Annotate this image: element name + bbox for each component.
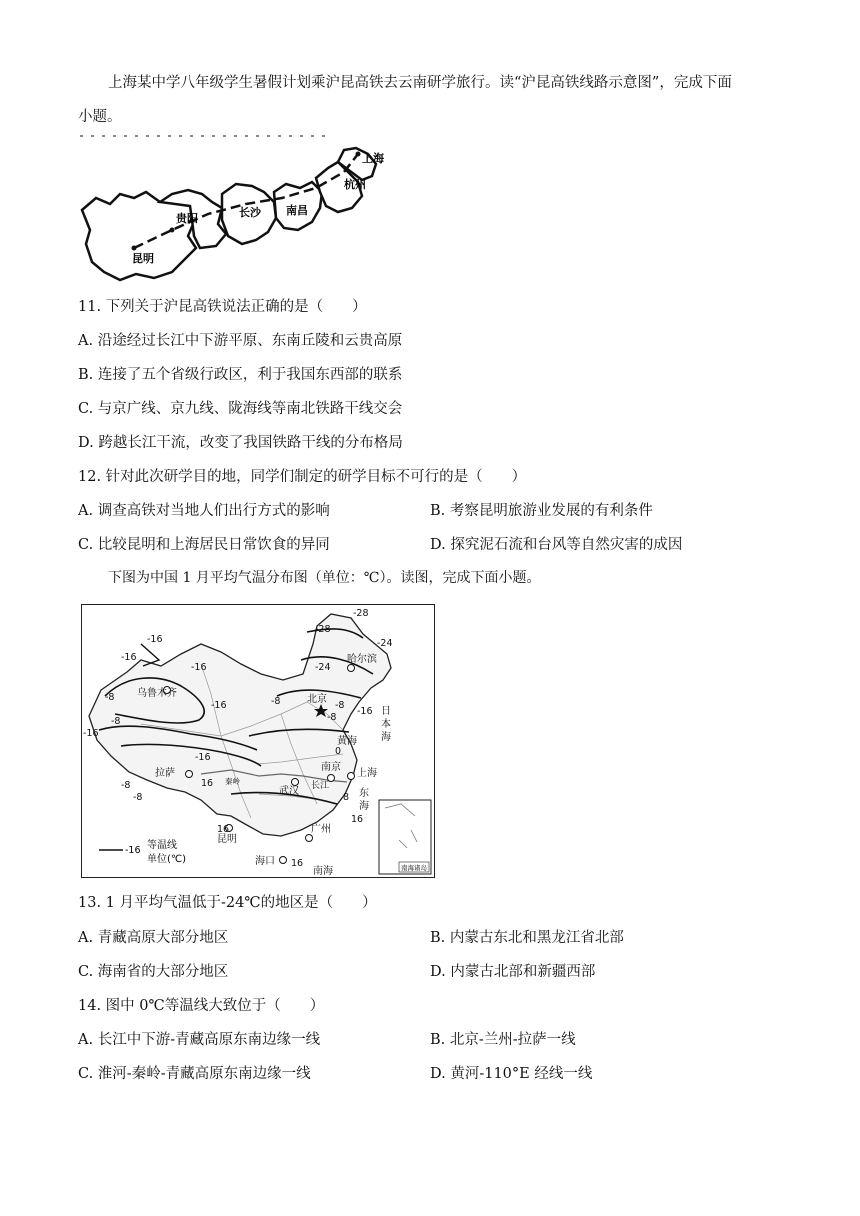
isotherm-label: -16	[211, 700, 227, 711]
question-14-stem: 14. 图中 0℃等温线大致位于（ ）	[78, 998, 325, 1014]
sea-label-japan-sea: 日本海	[381, 706, 391, 743]
isotherm-label: -8	[327, 712, 337, 723]
isotherm-label: -8	[133, 792, 143, 803]
legend-value: -16	[125, 845, 141, 856]
city-label-shanghai: 上海	[362, 152, 384, 165]
isotherm-label: -8	[111, 716, 121, 727]
legend-label: 等温线	[147, 840, 177, 851]
question-11-option-c: C. 与京广线、京九线、陇海线等南北铁路干线交会	[78, 401, 403, 417]
question-13-option-c: C. 海南省的大部分地区	[78, 964, 229, 980]
question-12-option-b: B. 考察昆明旅游业发展的有利条件	[430, 503, 653, 519]
intro-paragraph-1	[78, 73, 798, 93]
isotherm-label: 16	[201, 778, 214, 789]
isotherm-label: 16	[217, 824, 230, 835]
isotherm-label: -16	[191, 662, 207, 673]
legend-unit: 单位(℃)	[147, 854, 187, 865]
question-12-stem: 12. 针对此次研学目的地，同学们制定的研学目标不可行的是（ ）	[78, 469, 527, 485]
city-label-changsha: 长沙	[239, 206, 261, 219]
city-label-hangzhou: 杭州	[344, 178, 366, 191]
isotherm-label: -8	[121, 780, 131, 791]
isotherm-label: -16	[121, 652, 137, 663]
place-label-harbin: 哈尔滨	[347, 654, 377, 665]
intro-line-2: 小题。	[78, 109, 122, 125]
isotherm-label: -24	[315, 662, 331, 673]
place-label-shanghai: 上海	[357, 768, 377, 779]
isotherm-label: -16	[147, 634, 163, 645]
question-13-stem: 13. 1 月平均气温低于-24℃的地区是（ ）	[78, 895, 377, 911]
rail-route-map	[76, 132, 388, 284]
question-13-option-d: D. 内蒙古北部和新疆西部	[430, 964, 596, 980]
isotherm-label: -28	[353, 608, 369, 619]
question-11-stem: 11. 下列关于沪昆高铁说法正确的是（ ）	[78, 299, 367, 315]
question-11-option-a: A. 沿途经过长江中下游平原、东南丘陵和云贵高原	[78, 333, 403, 349]
isotherm-label: 16	[351, 814, 364, 825]
isotherm-label: -16	[195, 752, 211, 763]
question-14-option-a: A. 长江中下游-青藏高原东南边缘一线	[78, 1032, 321, 1048]
inset-label: 南海诸岛	[401, 864, 427, 872]
place-label-haikou: 海口	[255, 856, 275, 867]
intro-line-1: 上海某中学八年级学生暑假计划乘沪昆高铁去云南研学旅行。读“沪昆高铁线路示意图”，完成下面	[108, 75, 732, 91]
sea-label-east-sea: 东海	[359, 788, 369, 812]
isotherm-label: 0	[335, 746, 342, 757]
place-label-guangzhou: 广州	[311, 824, 331, 835]
place-label-beijing: 北京	[307, 694, 327, 705]
south-china-sea-inset	[379, 800, 431, 874]
isotherm-label: -28	[315, 624, 331, 635]
place-label-qinling: 秦岭	[225, 777, 240, 786]
place-label-nanjing: 南京	[321, 762, 341, 773]
isotherm-label: -16	[83, 728, 99, 739]
question-14-option-d: D. 黄河-110°E 经线一线	[430, 1066, 593, 1082]
intro-paragraph-2: 下图为中国 1 月平均气温分布图（单位：℃）。读图，完成下面小题。	[108, 570, 541, 586]
isotherm-label: -16	[357, 706, 373, 717]
city-label-nanchang: 南昌	[286, 204, 308, 217]
china-january-temperature-map	[81, 604, 435, 878]
place-label-lhasa: 拉萨	[155, 768, 175, 779]
isotherm-label: -8	[105, 692, 115, 703]
city-label-kunming: 昆明	[132, 252, 154, 265]
place-label-kunming: 昆明	[217, 834, 237, 845]
sea-label-yellow-sea: 黄海	[337, 736, 357, 747]
river-label-changjiang: 长江	[311, 781, 330, 791]
sea-label-south-sea: 南海	[313, 866, 333, 877]
question-13-option-b: B. 内蒙古东北和黑龙江省北部	[430, 930, 624, 946]
city-label-guiyang: 贵阳	[176, 212, 198, 225]
isotherm-label: 8	[343, 792, 350, 803]
question-11-option-d: D. 跨越长江干流，改变了我国铁路干线的分布格局	[78, 435, 403, 451]
question-12-option-d: D. 探究泥石流和台风等自然灾害的成因	[430, 537, 683, 553]
isotherm-label: -8	[271, 696, 281, 707]
question-12-option-a: A. 调查高铁对当地人们出行方式的影响	[78, 503, 330, 519]
question-11-option-b: B. 连接了五个省级行政区，利于我国东西部的联系	[78, 367, 403, 383]
isotherm-label: -8	[335, 700, 345, 711]
question-12-option-c: C. 比较昆明和上海居民日常饮食的异同	[78, 537, 330, 553]
question-14-option-c: C. 淮河-秦岭-青藏高原东南边缘一线	[78, 1066, 311, 1082]
place-label-urumqi: 乌鲁木齐	[137, 688, 177, 699]
place-label-wuhan: 武汉	[279, 786, 299, 797]
isotherm-label: 16	[291, 858, 304, 869]
question-14-option-b: B. 北京-兰州-拉萨一线	[430, 1032, 576, 1048]
question-13-option-a: A. 青藏高原大部分地区	[78, 930, 229, 946]
isotherm-label: -24	[377, 638, 393, 649]
